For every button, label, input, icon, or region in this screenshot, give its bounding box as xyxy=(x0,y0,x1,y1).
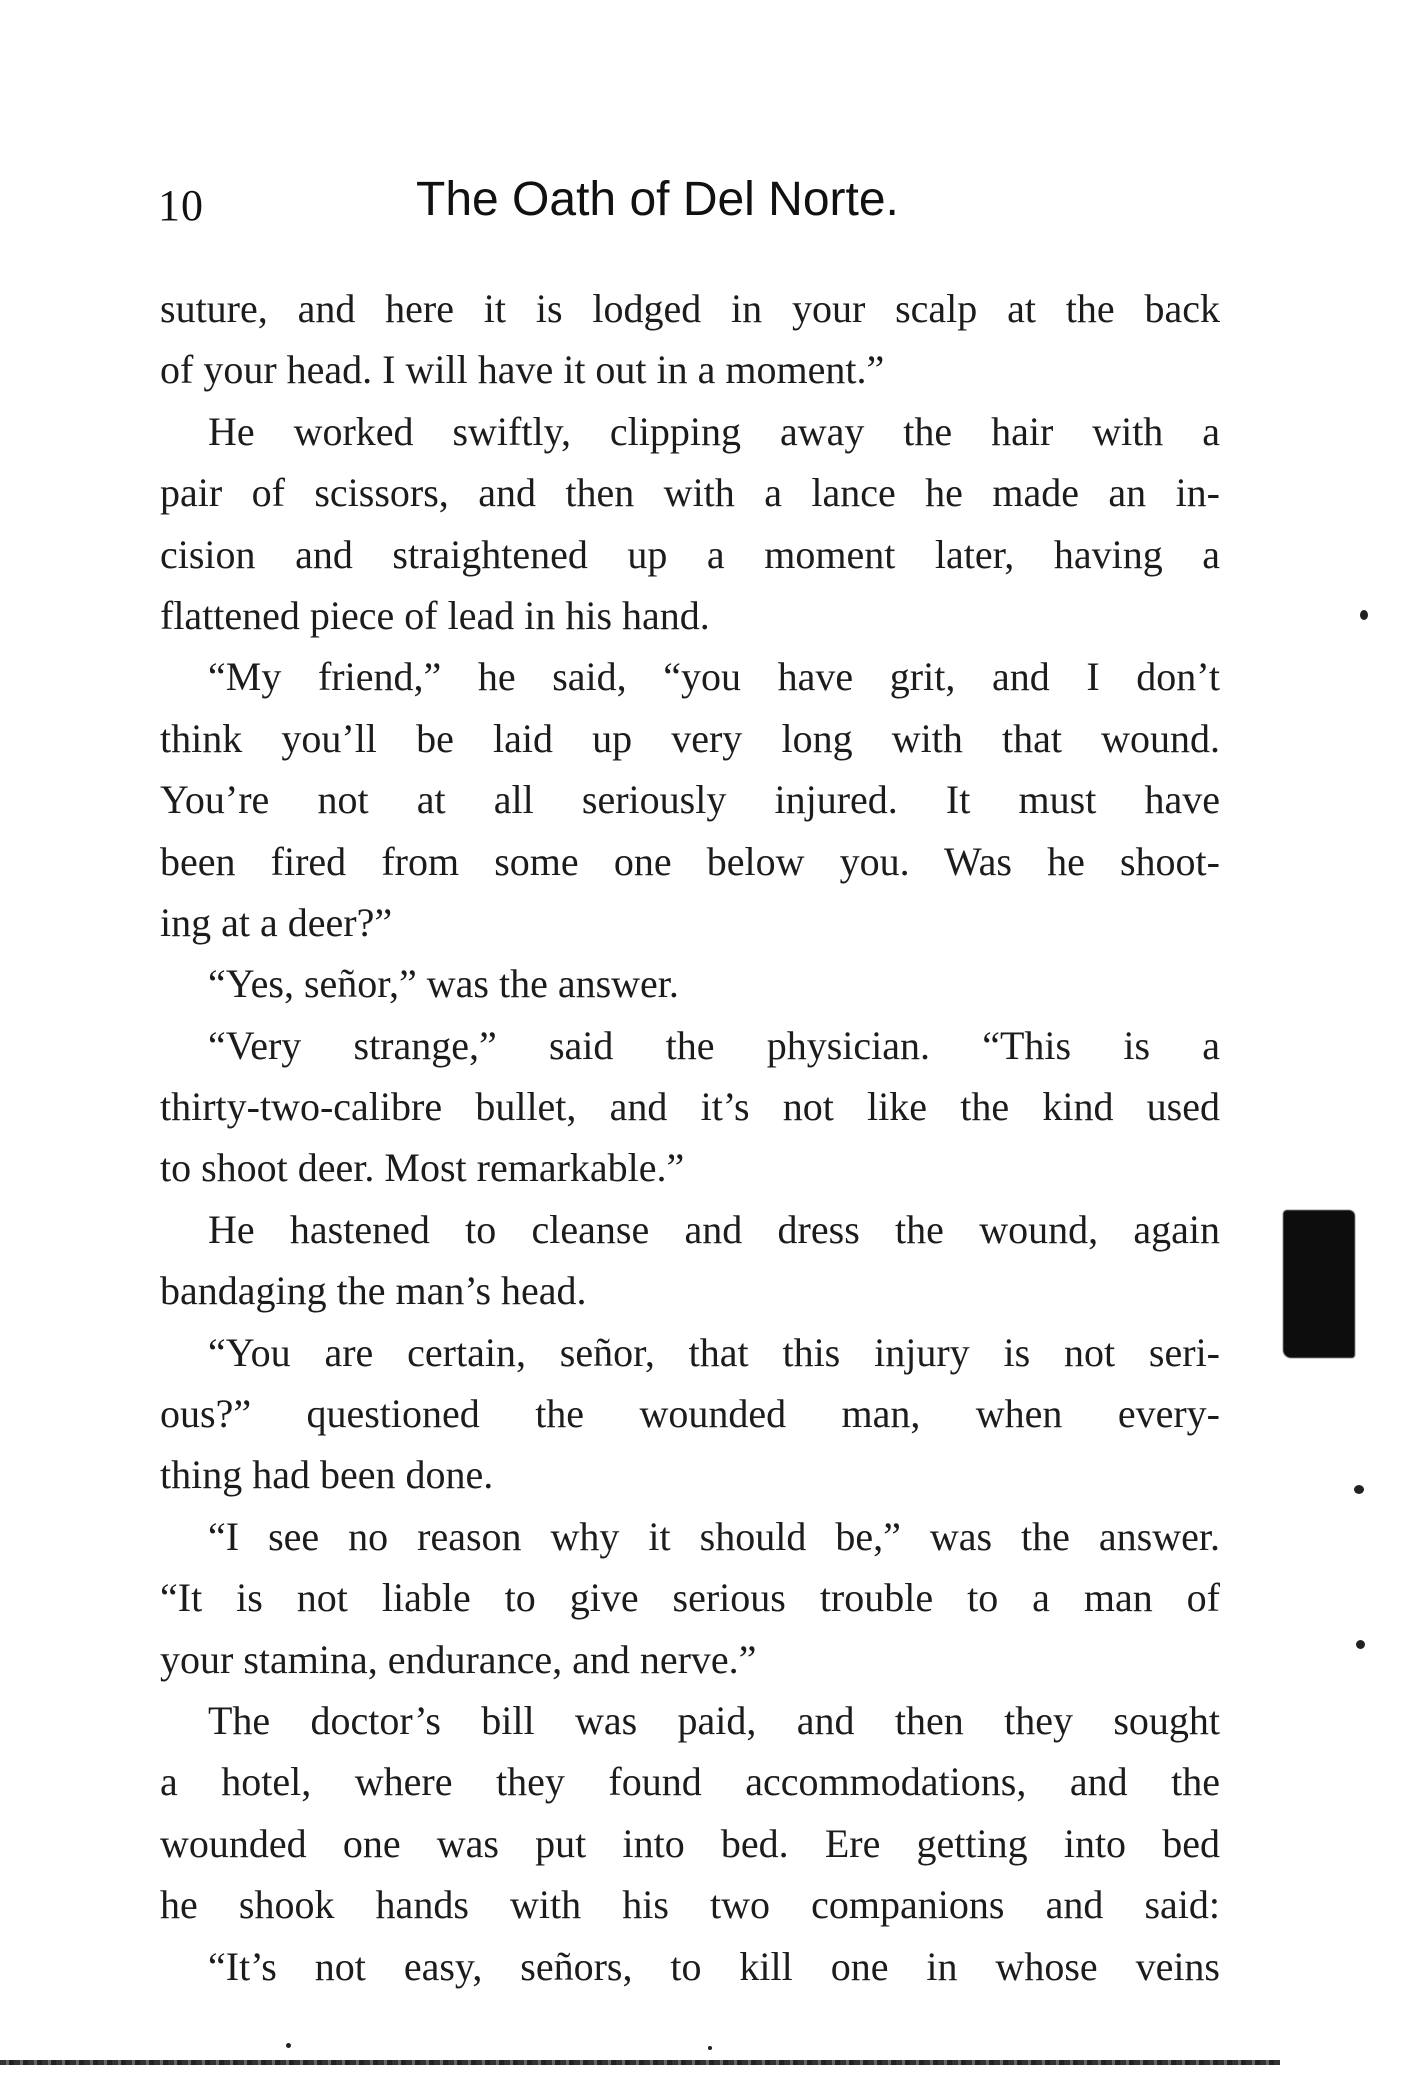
body-text xyxy=(160,278,1220,1997)
scan-speck xyxy=(1356,1640,1365,1649)
text-line: thirty-two-calibre bullet, and it’s not like the kind used xyxy=(160,1084,1220,1130)
text-line: suture, and here it is lodged in your scalp at the back xyxy=(160,286,1220,331)
scan-speck xyxy=(1360,610,1368,620)
text-line: flattened piece of lead in his hand. xyxy=(160,592,710,638)
text-line: “It is not liable to give serious trouble to a man of xyxy=(160,1575,1220,1621)
text-line: wounded one was put into bed. Ere getting into bed xyxy=(160,1820,1220,1866)
text-line: “It’s not easy, señors, to kill one in whose veins xyxy=(208,1943,1220,1989)
page-number: 10 xyxy=(158,181,204,230)
text-line: He hastened to cleanse and dress the wound, again xyxy=(208,1206,1220,1252)
text-line: “You are certain, señor, that this injury is not seri- xyxy=(208,1329,1220,1375)
scan-speck xyxy=(286,2043,291,2048)
text-line: He worked swiftly, clipping away the hair with a xyxy=(208,408,1220,454)
text-line: pair of scissors, and then with a lance he made an in- xyxy=(160,470,1220,516)
scan-ink-blot xyxy=(1283,1210,1355,1358)
scan-speck xyxy=(708,2046,712,2050)
text-line: “I see no reason why it should be,” was the answer. xyxy=(208,1513,1220,1559)
text-line: “Very strange,” said the physician. “This is a xyxy=(208,1022,1220,1068)
text-line: bandaging the man’s head. xyxy=(160,1268,587,1314)
text-line: cision and straightened up a moment later, having a xyxy=(160,531,1220,577)
scan-bottom-edge xyxy=(0,2060,1280,2065)
text-line: been fired from some one below you. Was he shoot- xyxy=(160,838,1220,884)
text-line: your stamina, endurance, and nerve.” xyxy=(160,1636,757,1682)
text-line: a hotel, where they found accommodations, and the xyxy=(160,1759,1220,1805)
text-line: thing had been done. xyxy=(160,1452,494,1498)
text-line: “Yes, señor,” was the answer. xyxy=(208,961,679,1007)
text-line: You’re not at all seriously injured. It must have xyxy=(160,777,1220,823)
text-line: think you’ll be laid up very long with that wound. xyxy=(160,715,1220,761)
text-line: ous?” questioned the wounded man, when every- xyxy=(160,1391,1220,1437)
text-line: The doctor’s bill was paid, and then they sought xyxy=(208,1697,1220,1743)
text-line: ing at a deer?” xyxy=(160,899,393,945)
scan-speck xyxy=(1354,1485,1364,1494)
text-line: to shoot deer. Most remarkable.” xyxy=(160,1145,685,1191)
text-line: he shook hands with his two companions and said: xyxy=(160,1882,1220,1928)
text-line: of your head. I will have it out in a moment.” xyxy=(160,347,885,393)
page-header xyxy=(158,172,1220,242)
text-line: “My friend,” he said, “you have grit, and I don’t xyxy=(208,654,1220,700)
running-title: The Oath of Del Norte. xyxy=(416,173,899,226)
